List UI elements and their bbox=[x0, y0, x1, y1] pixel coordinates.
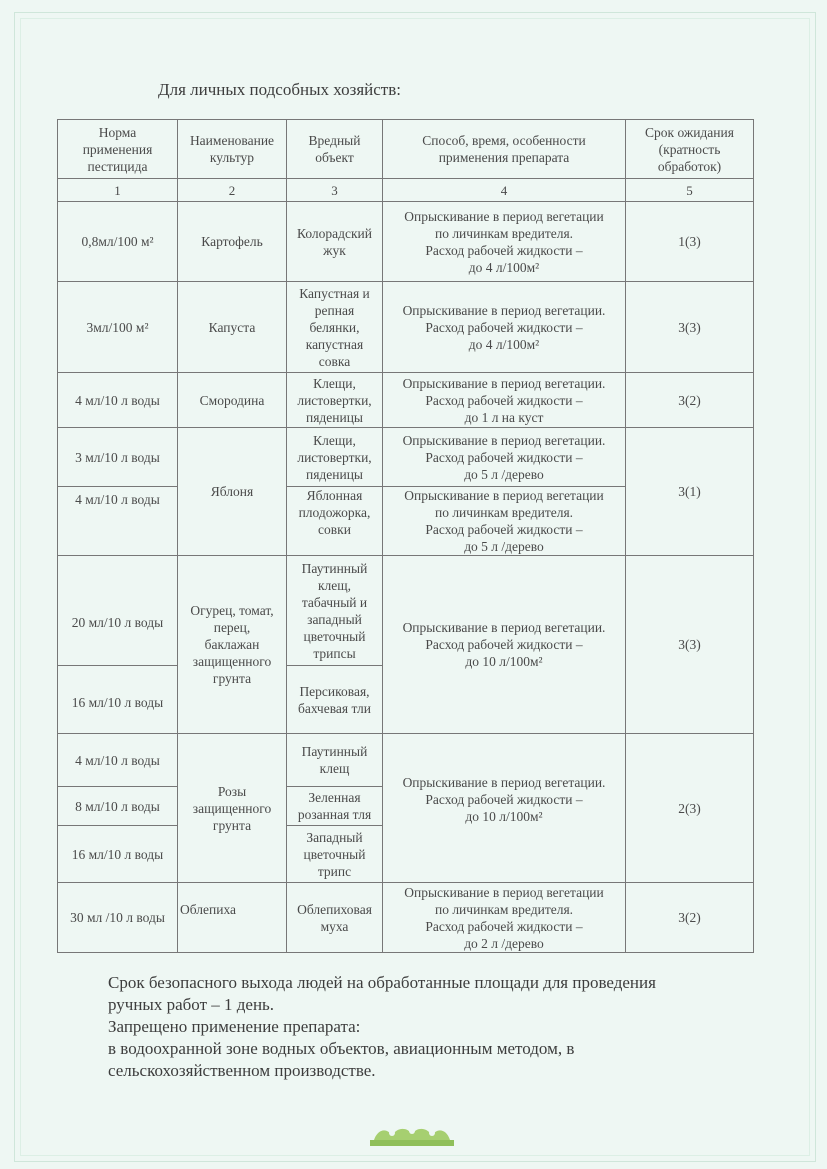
wait-cell: 1(3) bbox=[626, 202, 754, 282]
rate-cell: 0,8мл/100 м² bbox=[58, 202, 178, 282]
table-row bbox=[58, 556, 754, 666]
wait-cell: 3(2) bbox=[626, 373, 754, 428]
header-row bbox=[58, 120, 754, 179]
pest-cell: Колорадский жук bbox=[287, 202, 383, 282]
header-method: Способ, время, особенности применения препарата bbox=[383, 120, 626, 179]
notes bbox=[108, 972, 758, 1082]
pest-cell: Клещи, листовертки, пяденицы bbox=[287, 428, 383, 487]
pest-cell: Персиковая, бахчевая тли bbox=[287, 666, 383, 734]
crop-cell: Яблоня bbox=[178, 428, 287, 556]
method-cell: Опрыскивание в период вегетации. Расход рабочей жидкости – до 4 л/100м² bbox=[383, 282, 626, 373]
rate-cell: 3 мл/10 л воды bbox=[58, 428, 178, 487]
section-title: Для личных подсобных хозяйств: bbox=[158, 80, 401, 99]
note-prohibited-list: в водоохранной зоне водных объектов, авиационным методом, в сельскохозяйственном производстве. bbox=[108, 1039, 575, 1080]
column-number: 2 bbox=[178, 179, 287, 202]
method-cell: Опрыскивание в период вегетации. Расход рабочей жидкости – до 10 л/100м² bbox=[383, 556, 626, 734]
rate-cell: 16 мл/10 л воды bbox=[58, 666, 178, 734]
column-number-row bbox=[58, 179, 754, 202]
rate-cell: 3мл/100 м² bbox=[58, 282, 178, 373]
rate-cell: 8 мл/10 л воды bbox=[58, 787, 178, 826]
header-pest: Вредный объект bbox=[287, 120, 383, 179]
method-cell: Опрыскивание в период вегетации по личинкам вредителя. Расход рабочей жидкости – до 5 л /дерево bbox=[383, 487, 626, 556]
pest-cell: Яблонная плодожорка, совки bbox=[287, 487, 383, 556]
header-crop: Наименование культур bbox=[178, 120, 287, 179]
pest-cell: Клещи, листовертки, пяденицы bbox=[287, 373, 383, 428]
floral-ornament-icon bbox=[370, 1124, 454, 1146]
wait-cell: 3(2) bbox=[626, 883, 754, 953]
pest-cell: Западный цветочный трипс bbox=[287, 826, 383, 883]
method-cell: Опрыскивание в период вегетации. Расход рабочей жидкости – до 10 л/100м² bbox=[383, 734, 626, 883]
table-row bbox=[58, 734, 754, 787]
crop-cell: Капуста bbox=[178, 282, 287, 373]
crop-cell: Картофель bbox=[178, 202, 287, 282]
wait-cell: 3(3) bbox=[626, 556, 754, 734]
pesticide-table bbox=[57, 119, 754, 953]
pest-cell: Капустная и репная белянки, капустная совка bbox=[287, 282, 383, 373]
header-wait: Срок ожидания (кратность обработок) bbox=[626, 120, 754, 179]
crop-cell: Смородина bbox=[178, 373, 287, 428]
table-row bbox=[58, 373, 754, 428]
crop-cell: Облепиха bbox=[178, 883, 287, 953]
wait-cell: 3(3) bbox=[626, 282, 754, 373]
column-number: 3 bbox=[287, 179, 383, 202]
method-cell: Опрыскивание в период вегетации. Расход рабочей жидкости – до 1 л на куст bbox=[383, 373, 626, 428]
rate-cell: 20 мл/10 л воды bbox=[58, 556, 178, 666]
rate-cell: 4 мл/10 л воды bbox=[58, 373, 178, 428]
crop-cell: Розы защищенного грунта bbox=[178, 734, 287, 883]
table-row bbox=[58, 282, 754, 373]
column-number: 1 bbox=[58, 179, 178, 202]
note-prohibited-title: Запрещено применение препарата: bbox=[108, 1017, 361, 1036]
method-cell: Опрыскивание в период вегетации по личинкам вредителя. Расход рабочей жидкости – до 2 л /дерево bbox=[383, 883, 626, 953]
table-row bbox=[58, 883, 754, 953]
rate-cell: 4 мл/10 л воды bbox=[58, 734, 178, 787]
column-number: 4 bbox=[383, 179, 626, 202]
pest-cell: Зеленная розанная тля bbox=[287, 787, 383, 826]
pest-cell: Облепиховая муха bbox=[287, 883, 383, 953]
header-rate: Норма применения пестицида bbox=[58, 120, 178, 179]
method-cell: Опрыскивание в период вегетации. Расход рабочей жидкости – до 5 л /дерево bbox=[383, 428, 626, 487]
crop-cell: Огурец, томат, перец, баклажан защищенного грунта bbox=[178, 556, 287, 734]
rate-cell: 30 мл /10 л воды bbox=[58, 883, 178, 953]
rate-cell: 16 мл/10 л воды bbox=[58, 826, 178, 883]
method-cell: Опрыскивание в период вегетации по личинкам вредителя. Расход рабочей жидкости – до 4 л/100м² bbox=[383, 202, 626, 282]
rate-cell: 4 мл/10 л воды bbox=[58, 487, 178, 556]
pest-cell: Паутинный клещ, табачный и западный цветочный трипсы bbox=[287, 556, 383, 666]
pest-cell: Паутинный клещ bbox=[287, 734, 383, 787]
table-row bbox=[58, 428, 754, 487]
wait-cell: 3(1) bbox=[626, 428, 754, 556]
wait-cell: 2(3) bbox=[626, 734, 754, 883]
note-safe-exit: Срок безопасного выхода людей на обработанные площади для проведения ручных работ – 1 день. bbox=[108, 973, 656, 1014]
table-row bbox=[58, 202, 754, 282]
column-number: 5 bbox=[626, 179, 754, 202]
